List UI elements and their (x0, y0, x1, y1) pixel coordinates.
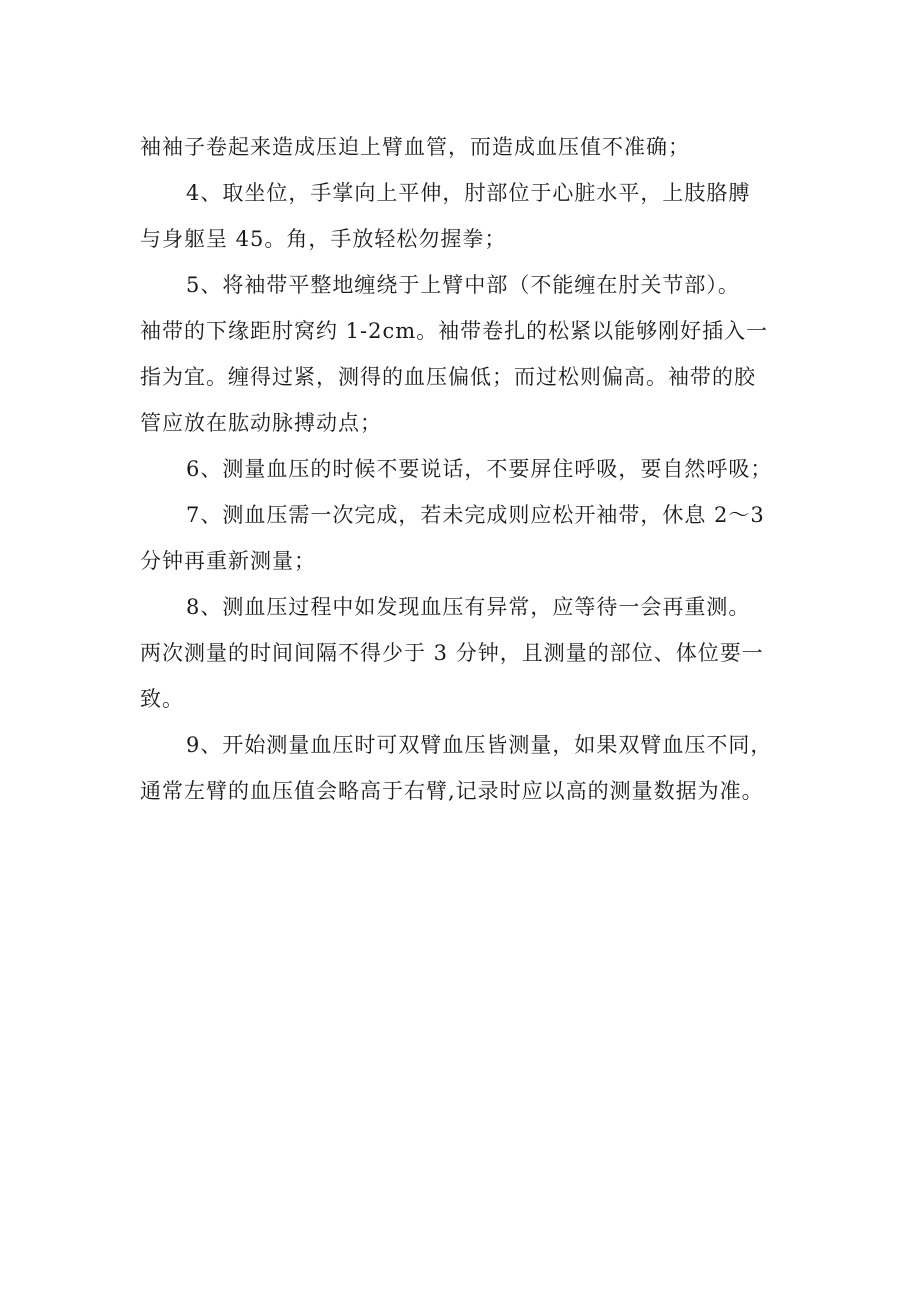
text-line: 袖袖子卷起来造成压迫上臂血管，而造成血压值不准确； (140, 135, 690, 159)
paragraph-item-5 (140, 262, 790, 446)
text-line: 指为宜。缠得过紧，测得的血压偏低；而过松则偏高。袖带的胶 (140, 365, 756, 389)
text-line: 5、将袖带平整地缠绕于上臂中部（不能缠在肘关节部）。 (186, 273, 740, 297)
text-line: 4、取坐位，手掌向上平伸，肘部位于心脏水平，上肢胳膊 (186, 181, 751, 205)
text-line: 管应放在肱动脉搏动点； (140, 411, 382, 435)
text-line: 7、测血压需一次完成，若未完成则应松开袖带，休息 2～3 (186, 503, 765, 527)
text-line: 致。 (140, 687, 184, 711)
paragraph-item-7 (140, 492, 790, 584)
text-line: 通常左臂的血压值会略高于右臂,记录时应以高的测量数据为准。 (140, 779, 764, 803)
paragraph-item-6 (140, 446, 790, 492)
text-line: 袖带的下缘距肘窝约 1-2cm。袖带卷扎的松紧以能够刚好插入一 (140, 319, 769, 343)
document-page (140, 124, 790, 814)
text-line: 与身躯呈 45。角，手放轻松勿握拳； (140, 227, 507, 251)
text-line: 8、测血压过程中如发现血压有异常，应等待一会再重测。 (186, 595, 751, 619)
paragraph-item-9 (140, 722, 790, 814)
paragraph-continuation (140, 124, 790, 170)
text-line: 9、开始测量血压时可双臂血压皆测量，如果双臂血压不同， (186, 733, 773, 757)
paragraph-item-4 (140, 170, 790, 262)
text-line: 6、测量血压的时候不要说话，不要屏住呼吸，要自然呼吸； (186, 457, 773, 481)
text-line: 两次测量的时间间隔不得少于 3 分钟，且测量的部位、体位要一 (140, 641, 764, 665)
text-line: 分钟再重新测量； (140, 549, 316, 573)
paragraph-item-8 (140, 584, 790, 722)
